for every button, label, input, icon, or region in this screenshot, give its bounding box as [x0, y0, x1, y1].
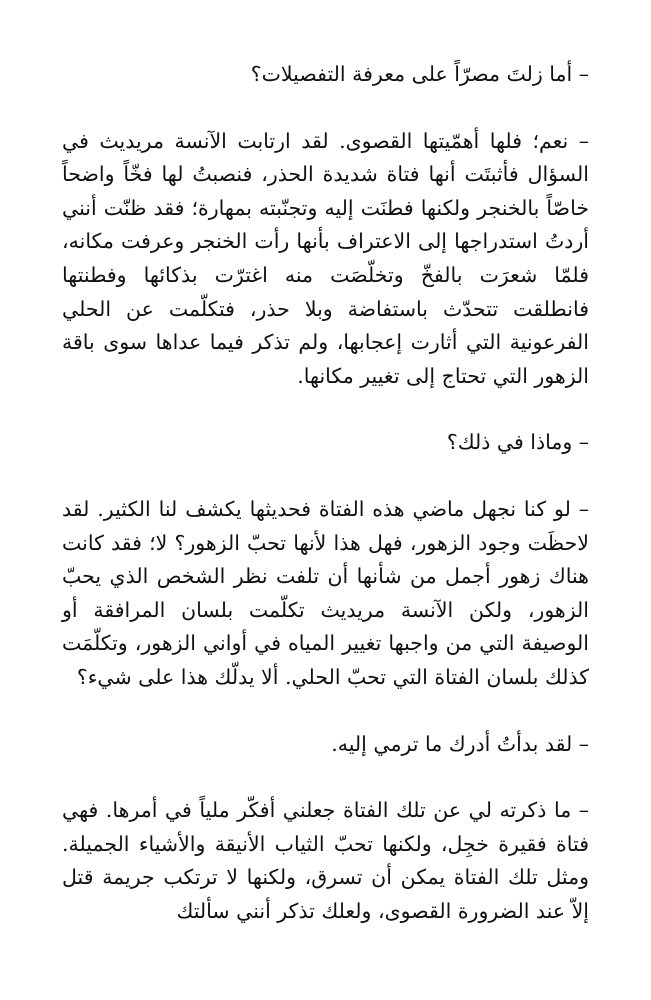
- dialogue-line-1: – أما زلتَ مصرّاً على معرفة التفصيلات؟: [250, 62, 589, 86]
- dialogue-line-4: – لو كنا نجهل ماضي هذه الفتاة فحديثها يكشف لنا الكثير. لقد لاحظَت وجود الزهور، فهل هذا لأنها تحبّ الزهور؟ لا؛ فقد كانت هناك زهور أجمل من شأنها أن تلفت نظر الشخص الذي يحبّ الزهور، ولكن الآنسة مريديث تكلّمت بلسان المرافقة أو الوصيفة التي من واجبها تغيير المياه في أواني الزهور، وتكلّمَت كذلك بلسان الفتاة التي تحبّ الحلي. ألا يدلّك هذا على شيء؟: [62, 496, 589, 689]
- dialogue-line-5: – لقد بدأتُ أدرك ما ترمي إليه.: [331, 731, 589, 756]
- dialogue-line-3: – وماذا في ذلك؟: [446, 430, 589, 455]
- dialogue-line-6: – ما ذكرته لي عن تلك الفتاة جعلني أفكّر ملياً في أمرها. فهي فتاة فقيرة خجِل، ولكنها تحبّ الثياب الأنيقة والأشياء الجميلة. ومثل تلك الفتاة يمكن أن تسرق، ولكنها لا ترتكب جريمة قتل إلاّ عند الضرورة القصوى، ولعلك تذكر أنني سألتك: [62, 798, 589, 923]
- dialogue-line-2: – نعم؛ فلها أهمّيتها القصوى. لقد ارتابت الآنسة مريديث في السؤال فأثبتَت أنها فتاة شديدة الحذر، فنصبتُ لها فخّاً واضحاً خاصّاً بالخنجر ولكنها فطنَت إليه وتجنّبته بمهارة؛ فقد ظنّت أنني أردتُ استدراجها إلى الاعتراف بأنها رأت الخنجر وعرفت مكانه، فلمّا شعرَت بالفخّ وتخلّصَت منه اغترّت بذكائها وفطنتها فانطلقت تتحدّث باستفاضة وبلا حذر، فتكلّمت عن الحلي الفرعونية التي أثارت إعجابها، ولم تذكر فيما عداها سوى باقة الزهور التي تحتاج إلى تغيير مكانها.: [62, 128, 589, 388]
